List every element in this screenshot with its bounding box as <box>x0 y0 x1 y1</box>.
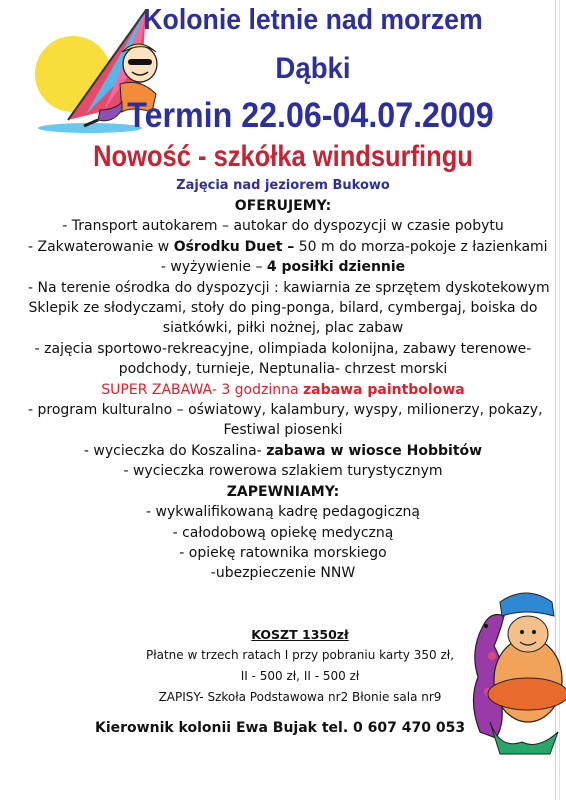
guarantee-heading: ZAPEWNIAMY: <box>226 483 340 500</box>
dinosaur-with-swimmer-illustration-icon <box>460 582 566 757</box>
title-dates: Termin 22.06-04.07.2009 <box>127 96 494 135</box>
cost-section <box>120 624 480 708</box>
offer-culture-2: Festiwal piosenki <box>223 422 343 439</box>
offer-super: SUPER ZABAWA- 3 godzinna zabawa paintbolowa <box>101 381 465 398</box>
guarantee-item: -ubezpieczenie NNW <box>210 565 356 582</box>
cost-line-3: ZAPISY- Szkoła Podstawowa nr2 Błonie sala nr9 <box>158 690 442 704</box>
offer-lodging: - Zakwaterowanie w Ośrodku Duet – 50 m do morza-pokoje z łazienkami <box>28 238 548 255</box>
cost-line-1: Płatne w trzech ratach I przy pobraniu karty 350 zł, <box>145 648 455 662</box>
highlight-heading: Nowość - szkółka windsurfingu <box>93 140 473 173</box>
title-line-2: Dąbki <box>275 52 351 85</box>
cost-line-2: II - 500 zł, II - 500 zł <box>240 669 360 683</box>
guarantee-item: - wykwalifikowaną kadrę pedagogiczną <box>146 504 420 521</box>
offer-food: - wyżywienie – 4 posiłki dziennie <box>160 259 406 276</box>
offer-transport: - Transport autokarem – autokar do dyspozycji w czasie pobytu <box>62 218 504 235</box>
offer-facilities-1: - Na terenie ośrodka do dyspozycji : kawiarnia ze sprzętem dyskotekowym <box>28 279 550 296</box>
offer-sports-1: - zajęcia sportowo-rekreacyjne, olimpiada kolonijna, zabawy terenowe- <box>34 340 532 357</box>
offer-heading: OFERUJEMY: <box>234 198 332 214</box>
offer-facilities-2: Sklepik ze słodyczami, stoły do ping-ponga, bilard, cymbergaj, boiska do <box>28 300 538 317</box>
offer-sports-2: podchody, turnieje, Neptunalia- chrzest morski <box>118 361 448 378</box>
footer-contact: Kierownik kolonii Ewa Bujak tel. 0 607 470 053 <box>95 720 466 736</box>
offer-culture-1: - program kulturalno – oświatowy, kalambury, wyspy, milionerzy, pokazy, <box>28 402 543 419</box>
offer-section <box>28 196 550 584</box>
guarantee-item: - opiekę ratownika morskiego <box>179 544 387 561</box>
offer-facilities-3: siatkówki, piłki nożnej, plac zabaw <box>162 320 404 337</box>
offer-trip-1: - wycieczka do Koszalina- zabawa w wiosce Hobbitów <box>83 442 483 459</box>
subheading: Zajęcia nad jeziorem Bukowo <box>176 178 390 193</box>
title-line-1: Kolonie letnie nad morzem <box>143 4 483 36</box>
offer-trip-2: - wycieczka rowerowa szlakiem turystycznym <box>123 463 443 480</box>
guarantee-item: - całodobową opiekę medyczną <box>172 524 394 541</box>
cost-title: KOSZT 1350zł <box>251 627 349 642</box>
